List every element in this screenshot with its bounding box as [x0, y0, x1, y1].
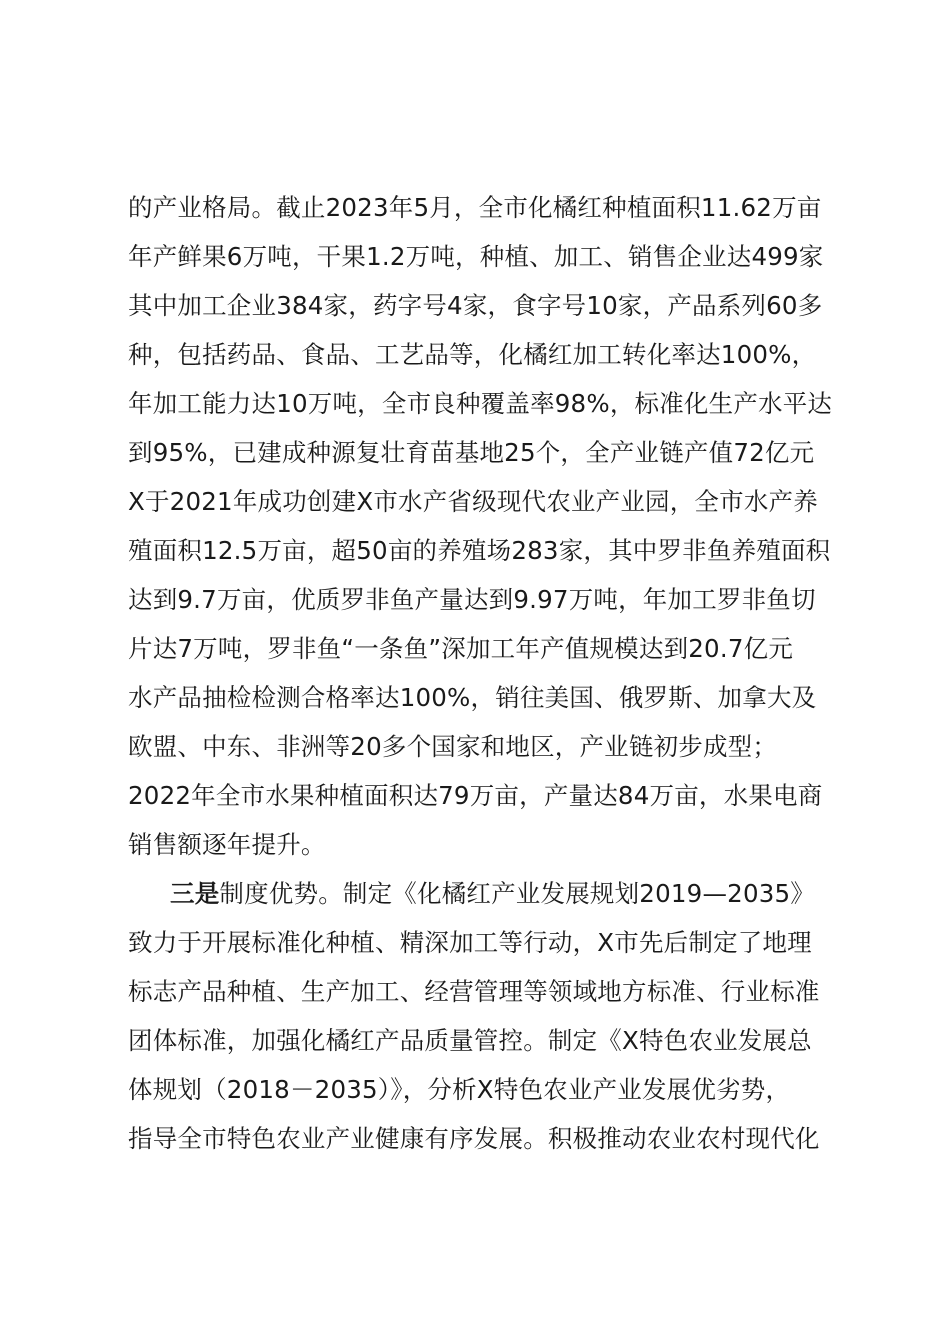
- paragraph-lead: 三是: [170, 879, 220, 908]
- text-line: 到95%，已建成种源复壮育苗基地25个，全产业链产值72亿元: [128, 438, 815, 467]
- text-line: 团体标准，加强化橘红产品质量管控。制定《X特色农业发展总: [128, 1026, 812, 1055]
- text-line: 水产品抽检检测合格率达100%，销往美国、俄罗斯、加拿大及: [128, 683, 817, 712]
- text-line: 体规划（2018－2035）》，分析X特色农业产业发展优劣势，: [128, 1075, 791, 1104]
- text-line: 2022年全市水果种植面积达79万亩，产量达84万亩，水果电商: [128, 781, 823, 810]
- text-line: 其中加工企业384家，药字号4家，食字号10家，产品系列60多: [128, 291, 823, 320]
- text-line: 指导全市特色农业产业健康有序发展。积极推动农业农村现代化: [128, 1124, 820, 1153]
- text-line: 销售额逐年提升。: [128, 830, 326, 859]
- text-line: 致力于开展标准化种植、精深加工等行动，X市先后制定了地理: [128, 928, 812, 957]
- text-line: 的产业格局。截止2023年5月，全市化橘红种植面积11.62万亩: [128, 193, 822, 222]
- text-line: 种，包括药品、食品、工艺品等，化橘红加工转化率达100%，: [128, 340, 817, 369]
- text-line: X于2021年成功创建X市水产省级现代农业产业园，全市水产养: [128, 487, 818, 516]
- body-text: [128, 183, 868, 1163]
- text-line: 片达7万吨，罗非鱼“一条鱼”深加工年产值规模达到20.7亿元: [128, 634, 794, 663]
- paragraph-first-line: [128, 869, 868, 918]
- text-line: 标志产品种植、生产加工、经营管理等领域地方标准、行业标准: [128, 977, 820, 1006]
- text-line: 殖面积12.5万亩，超50亩的养殖场283家，其中罗非鱼养殖面积: [128, 536, 831, 565]
- paragraph-first-text: 制度优势。制定《化橘红产业发展规划2019—2035》: [219, 879, 816, 908]
- text-line: 年产鲜果6万吨，干果1.2万吨，种植、加工、销售企业达499家: [128, 242, 824, 271]
- text-line: 欧盟、中东、非洲等20多个国家和地区，产业链初步成型；: [128, 732, 778, 761]
- text-line: 年加工能力达10万吨，全市良种覆盖率98%，标准化生产水平达: [128, 389, 833, 418]
- text-line: 达到9.7万亩，优质罗非鱼产量达到9.97万吨，年加工罗非鱼切: [128, 585, 816, 614]
